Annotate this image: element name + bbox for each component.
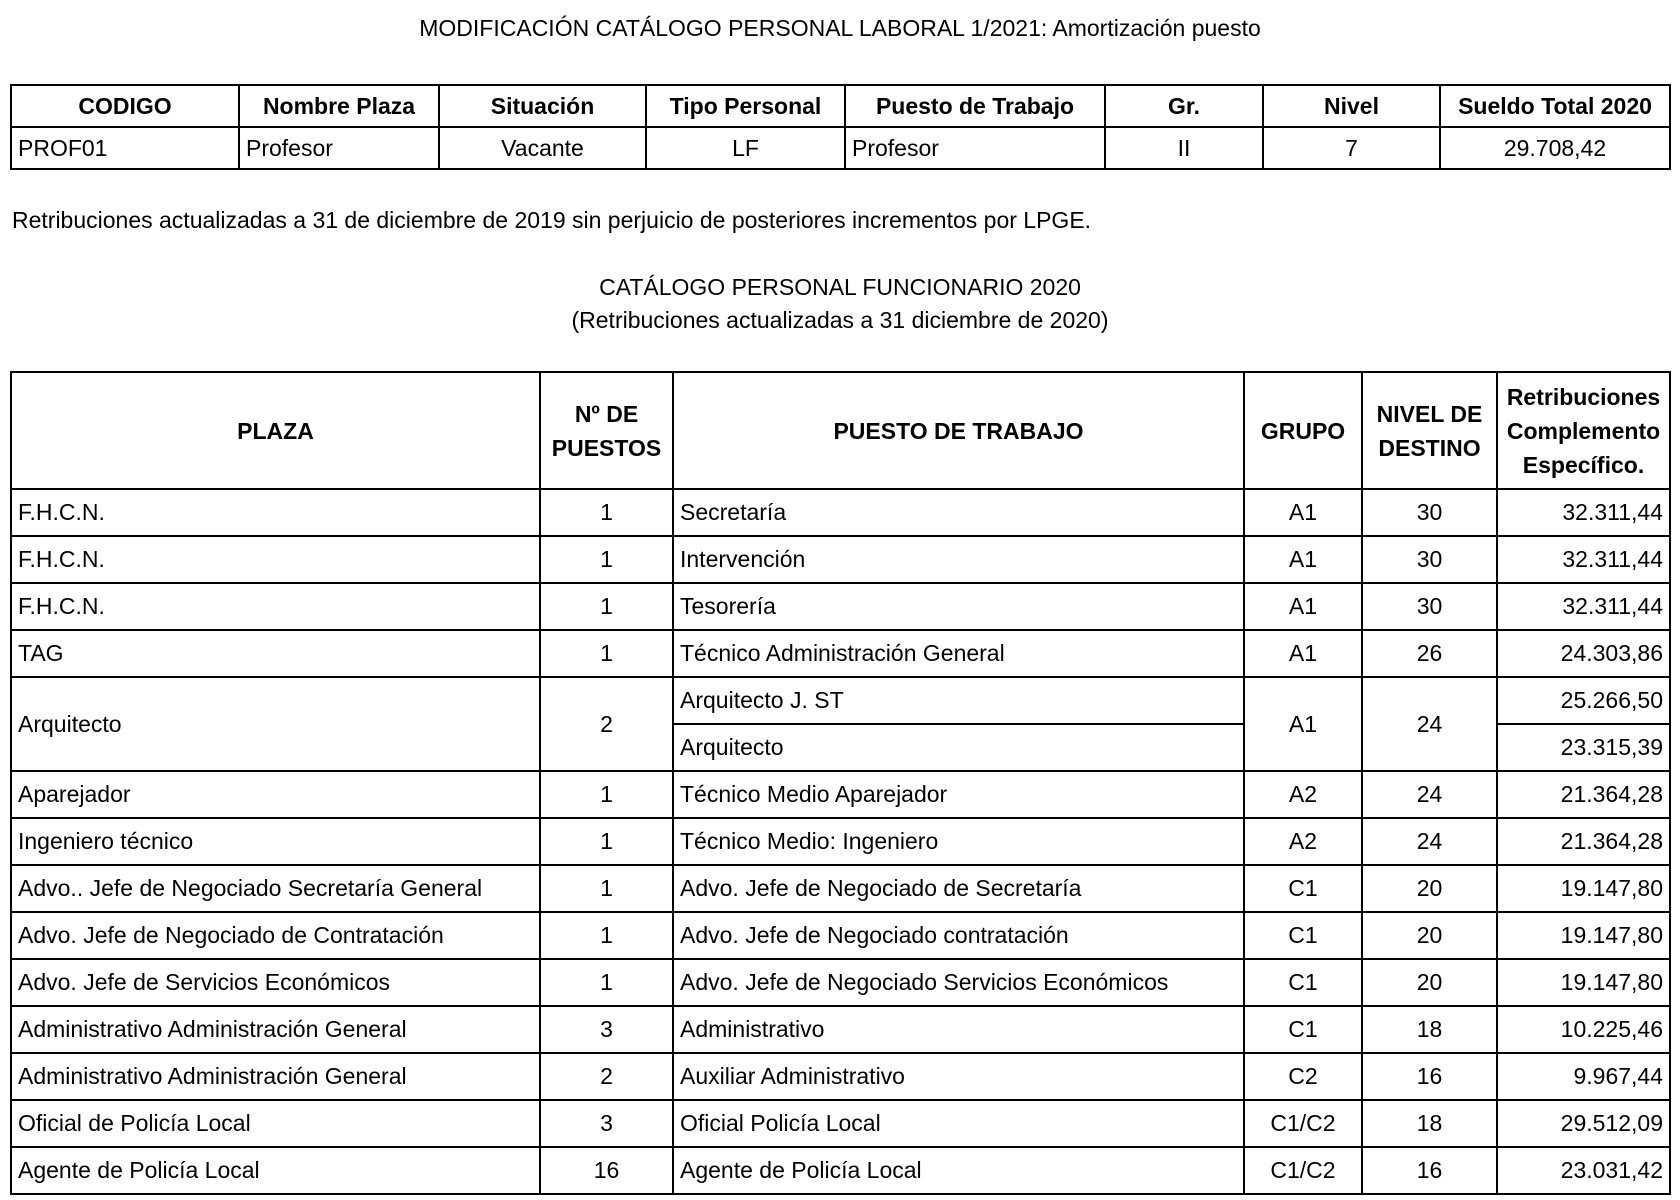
cell-grupo: C1	[1244, 912, 1362, 959]
header-gr: Gr.	[1105, 85, 1263, 127]
table-row	[11, 536, 1670, 583]
cell-num-puestos: 1	[540, 583, 673, 630]
header-text: NIVEL DE	[1376, 400, 1483, 427]
table-row	[11, 912, 1670, 959]
cell-grupo: C1	[1244, 959, 1362, 1006]
header-text: Complemento	[1506, 417, 1661, 444]
cell-puesto-trabajo: Auxiliar Administrativo	[673, 1053, 1244, 1100]
cell-num-puestos: 1	[540, 489, 673, 536]
header-codigo: CODIGO	[11, 85, 239, 127]
cell-puesto-trabajo: Técnico Administración General	[673, 630, 1244, 677]
cell-puesto-trabajo: Arquitecto J. ST	[673, 677, 1244, 724]
cell-num-puestos: 1	[540, 865, 673, 912]
cell-nivel-destino: 16	[1362, 1147, 1497, 1194]
cell-plaza: Oficial de Policía Local	[11, 1100, 540, 1147]
header-text: DESTINO	[1378, 434, 1481, 461]
cell-nivel-destino: 30	[1362, 489, 1497, 536]
cell-retribuciones: 32.311,44	[1497, 583, 1670, 630]
table-row	[11, 818, 1670, 865]
cell-num-puestos: 3	[540, 1100, 673, 1147]
cell-retribuciones: 10.225,46	[1497, 1006, 1670, 1053]
cell-tipo-personal: LF	[646, 127, 845, 169]
cell-grupo: C2	[1244, 1053, 1362, 1100]
cell-puesto-trabajo: Advo. Jefe de Negociado contratación	[673, 912, 1244, 959]
header-num-puestos	[540, 372, 673, 489]
table-row	[11, 630, 1670, 677]
cell-num-puestos: 2	[540, 677, 673, 771]
cell-retribuciones: 25.266,50	[1497, 677, 1670, 724]
table-header-row	[11, 372, 1670, 489]
table-row	[11, 865, 1670, 912]
cell-nivel-destino: 24	[1362, 771, 1497, 818]
cell-puesto-trabajo: Administrativo	[673, 1006, 1244, 1053]
cell-sueldo-total: 29.708,42	[1440, 127, 1670, 169]
cell-nivel: 7	[1263, 127, 1440, 169]
table-funcionario	[10, 371, 1671, 1195]
table-row	[11, 959, 1670, 1006]
table-row	[11, 1053, 1670, 1100]
cell-retribuciones: 19.147,80	[1497, 865, 1670, 912]
header-grupo: GRUPO	[1244, 372, 1362, 489]
cell-retribuciones: 24.303,86	[1497, 630, 1670, 677]
cell-retribuciones: 32.311,44	[1497, 536, 1670, 583]
cell-grupo: A2	[1244, 818, 1362, 865]
header-text: Nº DE	[574, 400, 639, 427]
cell-plaza: TAG	[11, 630, 540, 677]
table-row	[11, 771, 1670, 818]
header-puesto-trabajo: PUESTO DE TRABAJO	[673, 372, 1244, 489]
cell-plaza: Arquitecto	[11, 677, 540, 771]
cell-plaza: Advo. Jefe de Negociado de Contratación	[11, 912, 540, 959]
header-puesto-trabajo: Puesto de Trabajo	[845, 85, 1105, 127]
cell-retribuciones: 21.364,28	[1497, 818, 1670, 865]
cell-nivel-destino: 20	[1362, 959, 1497, 1006]
cell-nivel-destino: 30	[1362, 583, 1497, 630]
header-nivel-destino	[1362, 372, 1497, 489]
cell-num-puestos: 16	[540, 1147, 673, 1194]
table-row	[11, 677, 1670, 724]
table-row	[11, 1006, 1670, 1053]
cell-puesto-trabajo: Técnico Medio: Ingeniero	[673, 818, 1244, 865]
cell-puesto-trabajo: Profesor	[845, 127, 1105, 169]
cell-nivel-destino: 24	[1362, 818, 1497, 865]
cell-puesto-trabajo: Tesorería	[673, 583, 1244, 630]
cell-num-puestos: 1	[540, 630, 673, 677]
cell-grupo: C1/C2	[1244, 1100, 1362, 1147]
cell-plaza: F.H.C.N.	[11, 583, 540, 630]
cell-plaza: Aparejador	[11, 771, 540, 818]
cell-plaza: Agente de Policía Local	[11, 1147, 540, 1194]
cell-grupo: C1	[1244, 1006, 1362, 1053]
table-row	[11, 489, 1670, 536]
cell-plaza: Administrativo Administración General	[11, 1006, 540, 1053]
header-nivel: Nivel	[1263, 85, 1440, 127]
cell-nivel-destino: 18	[1362, 1006, 1497, 1053]
cell-puesto-trabajo: Oficial Policía Local	[673, 1100, 1244, 1147]
header-retribuciones	[1497, 372, 1670, 489]
cell-nivel-destino: 30	[1362, 536, 1497, 583]
table-row	[11, 1100, 1670, 1147]
header-sueldo-total: Sueldo Total 2020	[1440, 85, 1670, 127]
cell-retribuciones: 23.315,39	[1497, 724, 1670, 771]
header-tipo-personal: Tipo Personal	[646, 85, 845, 127]
cell-plaza: Administrativo Administración General	[11, 1053, 540, 1100]
cell-grupo: C1	[1244, 865, 1362, 912]
header-plaza: PLAZA	[11, 372, 540, 489]
header-nombre-plaza: Nombre Plaza	[239, 85, 439, 127]
cell-codigo: PROF01	[11, 127, 239, 169]
cell-grupo: A1	[1244, 677, 1362, 771]
cell-num-puestos: 1	[540, 912, 673, 959]
cell-grupo: A2	[1244, 771, 1362, 818]
cell-plaza: Advo.. Jefe de Negociado Secretaría General	[11, 865, 540, 912]
cell-nivel-destino: 20	[1362, 912, 1497, 959]
cell-nombre-plaza: Profesor	[239, 127, 439, 169]
title-line-2: (Retribuciones actualizadas a 31 diciembre de 2020)	[571, 307, 1109, 333]
cell-nivel-destino: 16	[1362, 1053, 1497, 1100]
cell-grupo: C1/C2	[1244, 1147, 1362, 1194]
cell-puesto-trabajo: Advo. Jefe de Negociado Servicios Económicos	[673, 959, 1244, 1006]
cell-grupo: A1	[1244, 630, 1362, 677]
cell-retribuciones: 32.311,44	[1497, 489, 1670, 536]
cell-nivel-destino: 20	[1362, 865, 1497, 912]
document-title-funcionario	[0, 271, 1680, 337]
table-row	[11, 127, 1670, 169]
cell-plaza: Advo. Jefe de Servicios Económicos	[11, 959, 540, 1006]
table-laboral	[10, 84, 1671, 170]
cell-plaza: F.H.C.N.	[11, 489, 540, 536]
cell-num-puestos: 3	[540, 1006, 673, 1053]
table-row	[11, 1147, 1670, 1194]
cell-grupo: A1	[1244, 583, 1362, 630]
cell-plaza: F.H.C.N.	[11, 536, 540, 583]
cell-num-puestos: 1	[540, 959, 673, 1006]
cell-plaza: Ingeniero técnico	[11, 818, 540, 865]
cell-puesto-trabajo: Intervención	[673, 536, 1244, 583]
cell-puesto-trabajo: Advo. Jefe de Negociado de Secretaría	[673, 865, 1244, 912]
cell-retribuciones: 21.364,28	[1497, 771, 1670, 818]
cell-nivel-destino: 26	[1362, 630, 1497, 677]
header-text: Retribuciones	[1506, 383, 1661, 410]
document-title-laboral: MODIFICACIÓN CATÁLOGO PERSONAL LABORAL 1/2021: Amortización puesto	[419, 15, 1261, 41]
cell-num-puestos: 1	[540, 771, 673, 818]
header-text: Específico.	[1522, 451, 1645, 478]
cell-puesto-trabajo: Técnico Medio Aparejador	[673, 771, 1244, 818]
cell-situacion: Vacante	[439, 127, 646, 169]
note-retribuciones: Retribuciones actualizadas a 31 de diciembre de 2019 sin perjuicio de posteriores incrementos por LPGE.	[12, 207, 1092, 233]
cell-retribuciones: 29.512,09	[1497, 1100, 1670, 1147]
cell-grupo: A1	[1244, 489, 1362, 536]
cell-num-puestos: 1	[540, 536, 673, 583]
cell-num-puestos: 1	[540, 818, 673, 865]
cell-nivel-destino: 18	[1362, 1100, 1497, 1147]
title-line-1: CATÁLOGO PERSONAL FUNCIONARIO 2020	[599, 274, 1081, 300]
cell-puesto-trabajo: Secretaría	[673, 489, 1244, 536]
cell-retribuciones: 19.147,80	[1497, 959, 1670, 1006]
header-situacion: Situación	[439, 85, 646, 127]
cell-puesto-trabajo: Agente de Policía Local	[673, 1147, 1244, 1194]
cell-grupo: A1	[1244, 536, 1362, 583]
cell-num-puestos: 2	[540, 1053, 673, 1100]
cell-retribuciones: 9.967,44	[1497, 1053, 1670, 1100]
cell-nivel-destino: 24	[1362, 677, 1497, 771]
table-row	[11, 583, 1670, 630]
cell-gr: II	[1105, 127, 1263, 169]
cell-puesto-trabajo: Arquitecto	[673, 724, 1244, 771]
header-text: PUESTOS	[551, 434, 662, 461]
cell-retribuciones: 19.147,80	[1497, 912, 1670, 959]
cell-retribuciones: 23.031,42	[1497, 1147, 1670, 1194]
table-header-row	[11, 85, 1670, 127]
